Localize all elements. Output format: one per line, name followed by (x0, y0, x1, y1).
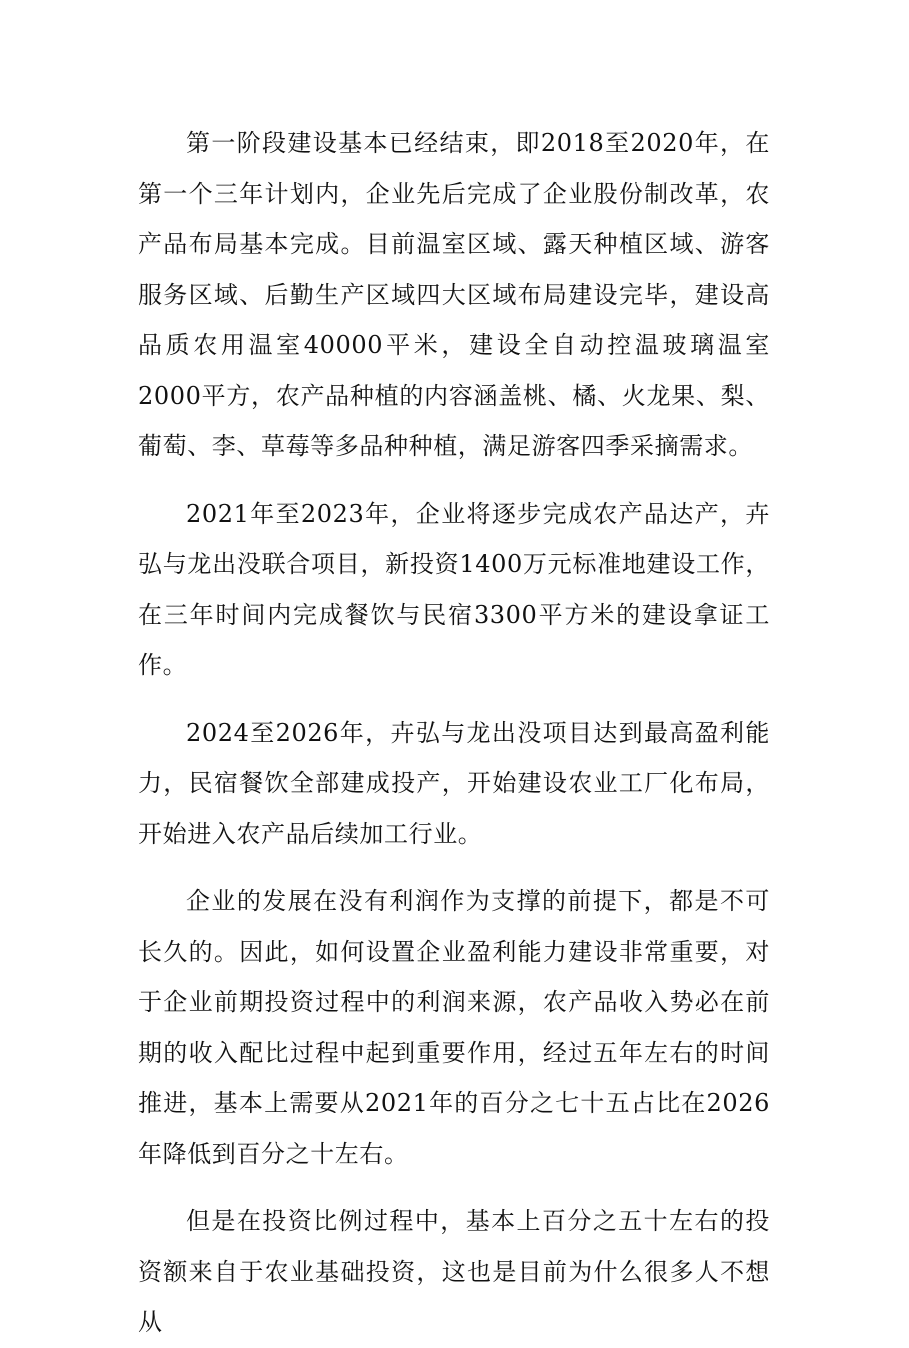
paragraph-phase-one: 第一阶段建设基本已经结束，即2018至2020年，在第一个三年计划内，企业先后完成了企业股份制改革，农产品布局基本完成。目前温室区域、露天种植区域、游客服务区域、后勤生产区域四大区域布局建设完毕，建设高品质农用温室40000平米，建设全自动控温玻璃温室2000平方，农产品种植的内容涵盖桃、橘、火龙果、梨、葡萄、李、草莓等多品种种植，满足游客四季采摘需求。 (138, 129, 770, 460)
paragraph-investment-ratio: 但是在投资比例过程中，基本上百分之五十左右的投资额来自于农业基础投资，这也是目前为什么很多人不想从 (138, 1207, 770, 1336)
paragraph-phase-three: 2024至2026年，卉弘与龙出没项目达到最高盈利能力，民宿餐饮全部建成投产，开始建设农业工厂化布局，开始进入农产品后续加工行业。 (138, 718, 770, 848)
document-body (138, 118, 770, 1348)
paragraph-phase-two: 2021年至2023年，企业将逐步完成农产品达产，卉弘与龙出没联合项目，新投资1400万元标准地建设工作，在三年时间内完成餐饮与民宿3300平方米的建设拿证工作。 (138, 499, 770, 679)
paragraph-profitability: 企业的发展在没有利润作为支撑的前提下，都是不可长久的。因此，如何设置企业盈利能力建设非常重要，对于企业前期投资过程中的利润来源，农产品收入势必在前期的收入配比过程中起到重要作用，经过五年左右的时间推进，基本上需要从2021年的百分之七十五占比在2026年降低到百分之十左右。 (138, 887, 770, 1168)
